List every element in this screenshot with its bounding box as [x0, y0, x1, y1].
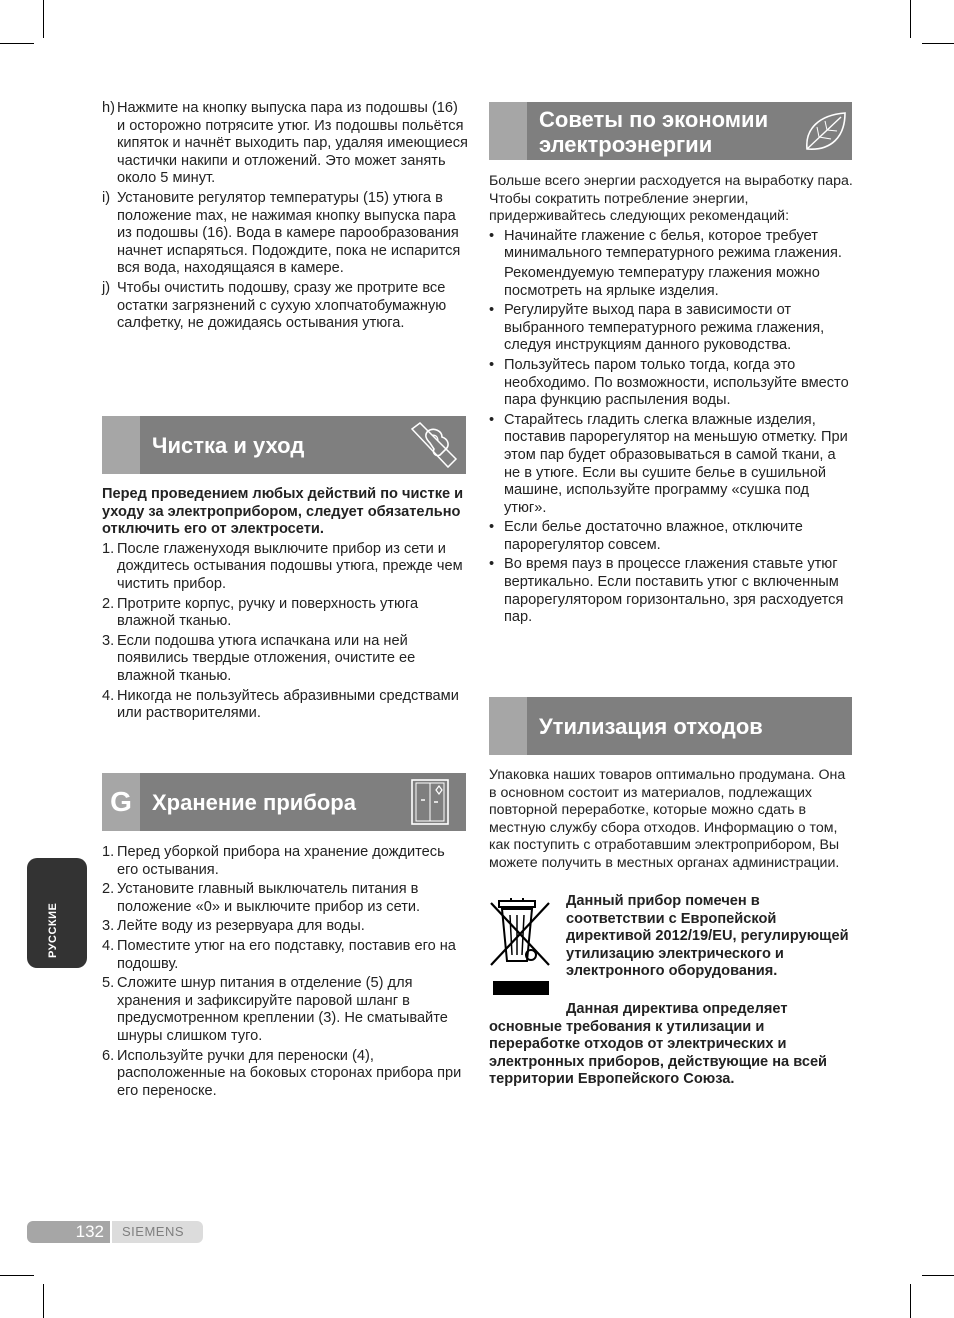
list-item: 3. Если подошва утюга испачкана или на ней появились твердые отложения, очистите ее влажной тканью. [102, 632, 416, 684]
list-item: 4. Никогда не пользуйтесь абразивными средствами или растворителями. [102, 687, 459, 722]
list-item: • Если белье достаточно влажное, отключите парорегулятор совсем. [489, 519, 803, 553]
crop-mark [910, 0, 911, 38]
list-item: 2. Установите главный выключатель питания в положение «0» и выключите прибор из сети. [102, 881, 421, 915]
cleaning-section-header [102, 416, 466, 474]
list-item: 3. Лейте воду из резервуара для воды. [102, 918, 365, 935]
section-title: Утилизация отходов [539, 714, 763, 739]
crop-mark [43, 0, 44, 38]
list-item: 2. Протрите корпус, ручку и поверхность утюга влажной тканью. [102, 595, 419, 630]
list-item: 1. После глаженуходя выключите прибор из сети и дождитесь остывания подошвы утюга, прежде чем чистить прибор. [102, 540, 463, 592]
list-item: i) Установите регулятор температуры (15) утюга в положение max, не нажимая кнопку выпуска пара из подошвы (16). Вода в камере парообразования начнет испаряться. Подождите, пока не испарится вся вода, находящаяся в камере. [102, 189, 461, 277]
list-item: h) Нажмите на кнопку выпуска пара из подошвы (16) и осторожно потрясите утюг. Из подошвы польётся кипяток и начнёт выходить пар, удаляя имеющиеся частички накипи и отложений. Это может занять около 5 минут. [102, 100, 468, 187]
hand-wipe-icon [410, 421, 460, 469]
descaling-steps [102, 100, 468, 335]
storage-cabinet-icon [408, 778, 458, 826]
cleaning-warning: Перед проведением любых действий по чистке и уходу за электроприбором, следует обязательно отключить его от электросети. [102, 486, 464, 538]
crop-mark [922, 1275, 954, 1276]
crop-mark [0, 1275, 34, 1276]
disposal-intro: Упаковка наших товаров оптимально продумана. Она в основном состоит из материалов, подлежащих повторной переработке, которые можно сдать в местную службу сбора отходов. Информацию о том, как поступить с отработавшим электроприбором, Вы можете получить в местных органах администрации. [489, 767, 846, 871]
energy-section-header [489, 102, 852, 160]
brand-label: SIEMENS [112, 1221, 203, 1243]
crossed-bin-icon [489, 897, 553, 997]
list-item: • Начинайте глажение с белья, которое требует минимального температурного режима глажения. [489, 227, 842, 262]
section-letter: G [110, 786, 132, 817]
list-item: • Старайтесь гладить слегка влажные изделия, поставив парорегулятор на меньшую отметку. При этом пар будет образовываться в самой ткани, а не в утюге. Если вы сушите белье в сушильной машине, используйте программу «сушка под утюг». [489, 411, 848, 516]
directive-notice: Данная директива определяет основные требования к утилизации и переработке отходов от электрических и электронных приборов, действующие на всей территории Европейского Союза. [489, 1001, 828, 1088]
crop-mark [43, 1284, 44, 1318]
cleaning-body [102, 486, 468, 725]
storage-steps [102, 844, 468, 1102]
list-item: 6. Используйте ручки для переноски (4), расположенные на боковых сторонах прибора при его переноске. [102, 1047, 462, 1099]
list-item: 1. Перед уборкой прибора на хранение дождитесь его остывания. [102, 844, 445, 878]
list-item: 5. Сложите шнур питания в отделение (5) для хранения и зафиксируйте паровой шланг в предусмотренном креплении (3). Не сматывайте шнуры слишком туго. [102, 975, 448, 1044]
section-title: Советы по экономии электроэнергии [539, 107, 769, 157]
energy-body [489, 173, 854, 629]
section-title: Чистка и уход [152, 433, 305, 458]
disposal-section-header [489, 697, 852, 755]
language-tab: РУССКИЕ [27, 858, 87, 968]
crop-mark [922, 43, 954, 44]
page-number: 132 [27, 1221, 110, 1243]
energy-intro: Больше всего энергии расходуется на выработку пара. Чтобы сократить потребление энергии, придерживайтесь следующих рекомендаций: [489, 173, 853, 225]
list-item: • Во время пауз в процессе глажения ставьте утюг вертикально. Если поставить утюг с включенным парорегулятором горизонтально, зря расходуется пар. [489, 556, 844, 626]
disposal-body [489, 767, 854, 873]
crop-mark [910, 1284, 911, 1318]
extra-paragraph: Рекомендуемую температуру глажения можно посмотреть на ярлыке изделия. [504, 264, 820, 299]
list-item: 4. Поместите утюг на его подставку, поставив его на подошву. [102, 937, 456, 972]
list-item: • Регулируйте выход пара в зависимости от выбранного температурного режима глажения, следуя инструкциям данного руководства. [489, 302, 825, 354]
weee-notice: Данный прибор помечен в соответствии с Европейской директивой 2012/19/EU, регулирующей утилизацию электрического и электронного оборудования. [566, 893, 849, 980]
section-title: Хранение прибора [152, 790, 356, 815]
crop-mark [0, 43, 34, 44]
leaf-icon [801, 107, 851, 155]
list-item: • Пользуйтесь паром только тогда, когда это необходимо. По возможности, используйте вместо пара функцию распыления воды. [489, 356, 849, 409]
list-item: j) Чтобы очистить подошву, сразу же протрите все остатки загрязнений с сухую хлопчатобумажную салфетку, не дожидаясь остывания утюга. [102, 279, 447, 332]
storage-section-header [102, 773, 466, 831]
